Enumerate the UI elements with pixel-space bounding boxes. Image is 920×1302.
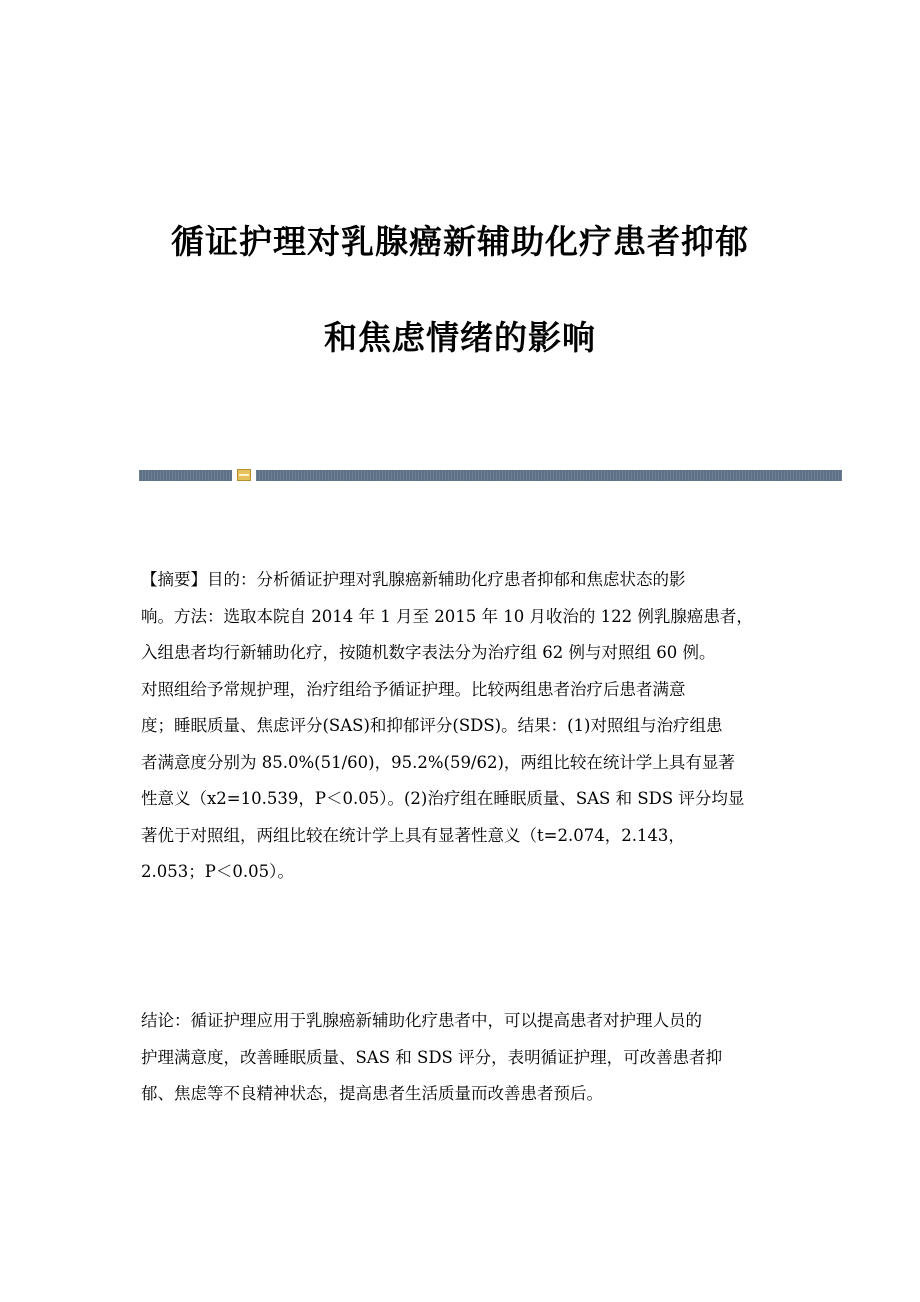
abstract-line: 性意义（x2=10.539，P＜0.05）。(2)治疗组在睡眠质量、SAS 和 SDS 评分均显 (141, 789, 745, 808)
abstract-line: 入组患者均行新辅助化疗，按随机数字表法分为治疗组 62 例与对照组 60 例。 (141, 643, 716, 662)
title-divider-left (139, 470, 232, 481)
conclusion-line: 郁、焦虑等不良精神状态，提高患者生活质量而改善患者预后。 (141, 1084, 603, 1103)
conclusion-line: 护理满意度，改善睡眠质量、SAS 和 SDS 评分，表明循证护理，可改善患者抑 (141, 1047, 723, 1067)
abstract-line: 著优于对照组，两组比较在统计学上具有显著性意义（t=2.074，2.143， (141, 825, 685, 845)
abstract-paragraph (141, 562, 781, 891)
conclusion-paragraph (141, 1003, 781, 1113)
abstract-line: 度；睡眠质量、焦虑评分(SAS)和抑郁评分(SDS)。结果：(1)对照组与治疗组患 (141, 716, 723, 735)
abstract-line: 者满意度分别为 85.0%(51/60)，95.2%(59/62)，两组比较在统计学上具有显著 (141, 752, 735, 772)
divider-ornament-icon (237, 469, 251, 481)
abstract-line: 2.053；P＜0.05）。 (141, 862, 294, 881)
title-divider-right (256, 470, 842, 481)
abstract-line: 对照组给予常规护理，治疗组给予循证护理。比较两组患者治疗后患者满意 (141, 679, 686, 699)
article-title-line-1: 循证护理对乳腺癌新辅助化疗患者抑郁 (171, 222, 749, 261)
conclusion-line: 结论：循证护理应用于乳腺癌新辅助化疗患者中，可以提高患者对护理人员的 (141, 1011, 702, 1030)
article-title-line-2: 和焦虑情绪的影响 (324, 318, 596, 357)
abstract-line: 【摘要】目的：分析循证护理对乳腺癌新辅助化疗患者抑郁和焦虑状态的影 (141, 570, 686, 589)
abstract-line: 响。方法：选取本院自 2014 年 1 月至 2015 年 10 月收治的 122 例乳腺癌患者， (141, 606, 753, 626)
